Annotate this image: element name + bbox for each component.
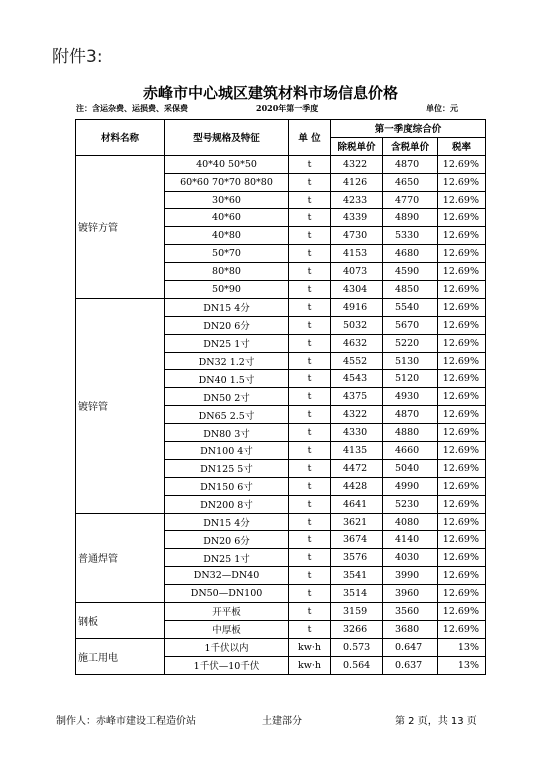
spec-cell: DN50 2寸: [165, 388, 289, 406]
ex-tax-cell: 4233: [331, 191, 383, 209]
unit-cell: kw·h: [289, 656, 331, 674]
attachment-label: 附件3:: [52, 47, 103, 67]
ex-tax-cell: 4153: [331, 245, 383, 263]
cost-note: 注：含运杂费、运损费、采保费: [76, 103, 188, 113]
spec-cell: DN65 2.5寸: [165, 406, 289, 424]
inc-tax-cell: 4590: [383, 263, 438, 281]
ex-tax-cell: 0.573: [331, 638, 383, 656]
spec-cell: DN25 1寸: [165, 549, 289, 567]
ex-tax-cell: 4304: [331, 281, 383, 299]
unit-cell: kw·h: [289, 638, 331, 656]
ex-tax-cell: 0.564: [331, 656, 383, 674]
table-row: [76, 155, 486, 173]
inc-tax-cell: 4660: [383, 442, 438, 460]
unit-cell: t: [289, 245, 331, 263]
inc-tax-cell: 5120: [383, 370, 438, 388]
spec-cell: DN125 5寸: [165, 459, 289, 477]
tax-rate-cell: 12.69%: [438, 298, 486, 316]
inc-tax-cell: 4990: [383, 477, 438, 495]
unit-cell: t: [289, 495, 331, 513]
spec-cell: 60*60 70*70 80*80: [165, 173, 289, 191]
spec-cell: 1千伏以内: [165, 638, 289, 656]
tax-rate-cell: 12.69%: [438, 531, 486, 549]
spec-cell: 40*60: [165, 209, 289, 227]
inc-tax-cell: 4140: [383, 531, 438, 549]
document-title: 赤峰市中心城区建筑材料市场信息价格: [142, 84, 398, 102]
tax-rate-cell: 13%: [438, 638, 486, 656]
unit-cell: t: [289, 549, 331, 567]
inc-tax-cell: 3680: [383, 620, 438, 638]
ex-tax-header: 除税单价: [331, 137, 383, 155]
inc-tax-cell: 4880: [383, 424, 438, 442]
inc-tax-header: 含税单价: [383, 137, 438, 155]
tax-rate-cell: 12.69%: [438, 245, 486, 263]
inc-tax-cell: 5540: [383, 298, 438, 316]
spec-cell: DN40 1.5寸: [165, 370, 289, 388]
currency-unit-label: 单位：元: [426, 103, 458, 113]
tax-rate-cell: 12.69%: [438, 513, 486, 531]
spec-cell: 50*90: [165, 281, 289, 299]
tax-rate-cell: 12.69%: [438, 263, 486, 281]
inc-tax-cell: 4650: [383, 173, 438, 191]
tax-rate-cell: 12.69%: [438, 567, 486, 585]
spec-cell: 30*60: [165, 191, 289, 209]
tax-rate-cell: 12.69%: [438, 227, 486, 245]
unit-cell: t: [289, 442, 331, 460]
tax-rate-cell: 12.69%: [438, 352, 486, 370]
spec-cell: 中厚板: [165, 620, 289, 638]
unit-cell: t: [289, 263, 331, 281]
footer-maker: 制作人：赤峰市建设工程造价站: [56, 716, 196, 727]
inc-tax-cell: 0.647: [383, 638, 438, 656]
spec-cell: 80*80: [165, 263, 289, 281]
unit-cell: t: [289, 531, 331, 549]
spec-cell: DN100 4寸: [165, 442, 289, 460]
ex-tax-cell: 4339: [331, 209, 383, 227]
tax-rate-cell: 12.69%: [438, 370, 486, 388]
inc-tax-cell: 4930: [383, 388, 438, 406]
ex-tax-cell: 3674: [331, 531, 383, 549]
inc-tax-cell: 3960: [383, 585, 438, 603]
price-table-header: [76, 120, 486, 156]
ex-tax-cell: 4543: [331, 370, 383, 388]
unit-header: 单 位: [289, 120, 331, 156]
inc-tax-cell: 4680: [383, 245, 438, 263]
unit-cell: t: [289, 459, 331, 477]
unit-cell: t: [289, 191, 331, 209]
spec-cell: DN15 4分: [165, 513, 289, 531]
tax-rate-cell: 12.69%: [438, 620, 486, 638]
unit-cell: t: [289, 334, 331, 352]
spec-cell: DN25 1寸: [165, 334, 289, 352]
ex-tax-cell: 3621: [331, 513, 383, 531]
unit-cell: t: [289, 298, 331, 316]
price-table: [75, 119, 486, 675]
spec-cell: 1千伏—10千伏: [165, 656, 289, 674]
table-row: [76, 513, 486, 531]
period-label: 2020年第一季度: [256, 103, 319, 113]
tax-rate-header: 税率: [438, 137, 486, 155]
unit-cell: t: [289, 603, 331, 621]
inc-tax-cell: 3990: [383, 567, 438, 585]
spec-cell: DN32 1.2寸: [165, 352, 289, 370]
tax-rate-cell: 12.69%: [438, 406, 486, 424]
inc-tax-cell: 5130: [383, 352, 438, 370]
unit-cell: t: [289, 620, 331, 638]
material-header: 材料名称: [76, 120, 165, 156]
tax-rate-cell: 12.69%: [438, 585, 486, 603]
unit-cell: t: [289, 173, 331, 191]
tax-rate-cell: 12.69%: [438, 477, 486, 495]
inc-tax-cell: 5670: [383, 316, 438, 334]
tax-rate-cell: 12.69%: [438, 155, 486, 173]
inc-tax-cell: 5220: [383, 334, 438, 352]
price-table-body: [76, 155, 486, 674]
spec-cell: 开平板: [165, 603, 289, 621]
spec-cell: DN80 3寸: [165, 424, 289, 442]
ex-tax-cell: 3514: [331, 585, 383, 603]
spec-cell: 40*80: [165, 227, 289, 245]
ex-tax-cell: 4135: [331, 442, 383, 460]
unit-cell: t: [289, 316, 331, 334]
table-row: [76, 638, 486, 656]
inc-tax-cell: 5040: [383, 459, 438, 477]
ex-tax-cell: 4428: [331, 477, 383, 495]
spec-cell: DN150 6寸: [165, 477, 289, 495]
unit-cell: t: [289, 281, 331, 299]
ex-tax-cell: 4073: [331, 263, 383, 281]
quarter-price-header: 第一季度综合价: [331, 120, 486, 138]
material-name-cell: 钢板: [76, 603, 165, 639]
inc-tax-cell: 4890: [383, 209, 438, 227]
ex-tax-cell: 4916: [331, 298, 383, 316]
material-name-cell: 普通焊管: [76, 513, 165, 602]
ex-tax-cell: 3576: [331, 549, 383, 567]
tax-rate-cell: 12.69%: [438, 334, 486, 352]
inc-tax-cell: 5230: [383, 495, 438, 513]
footer-page-number: 第 2 页，共 13 页: [395, 716, 477, 727]
unit-cell: t: [289, 585, 331, 603]
ex-tax-cell: 4330: [331, 424, 383, 442]
ex-tax-cell: 4322: [331, 155, 383, 173]
tax-rate-cell: 12.69%: [438, 603, 486, 621]
tax-rate-cell: 12.69%: [438, 388, 486, 406]
spec-cell: DN20 6分: [165, 531, 289, 549]
inc-tax-cell: 4030: [383, 549, 438, 567]
unit-cell: t: [289, 155, 331, 173]
material-name-cell: 施工用电: [76, 638, 165, 674]
subtitle-line: [76, 103, 460, 115]
spec-cell: 40*40 50*50: [165, 155, 289, 173]
ex-tax-cell: 4632: [331, 334, 383, 352]
ex-tax-cell: 4126: [331, 173, 383, 191]
unit-cell: t: [289, 370, 331, 388]
unit-cell: t: [289, 388, 331, 406]
ex-tax-cell: 3266: [331, 620, 383, 638]
spec-cell: 50*70: [165, 245, 289, 263]
unit-cell: t: [289, 406, 331, 424]
spec-cell: DN50—DN100: [165, 585, 289, 603]
inc-tax-cell: 3560: [383, 603, 438, 621]
material-name-cell: 镀锌方管: [76, 155, 165, 298]
tax-rate-cell: 12.69%: [438, 281, 486, 299]
unit-cell: t: [289, 209, 331, 227]
spec-cell: DN15 4分: [165, 298, 289, 316]
tax-rate-cell: 12.69%: [438, 209, 486, 227]
tax-rate-cell: 12.69%: [438, 442, 486, 460]
inc-tax-cell: 5330: [383, 227, 438, 245]
tax-rate-cell: 12.69%: [438, 549, 486, 567]
tax-rate-cell: 12.69%: [438, 459, 486, 477]
tax-rate-cell: 12.69%: [438, 424, 486, 442]
ex-tax-cell: 4552: [331, 352, 383, 370]
ex-tax-cell: 4375: [331, 388, 383, 406]
footer-section: 土建部分: [262, 716, 302, 727]
unit-cell: t: [289, 352, 331, 370]
tax-rate-cell: 12.69%: [438, 495, 486, 513]
inc-tax-cell: 4770: [383, 191, 438, 209]
spec-cell: DN200 8寸: [165, 495, 289, 513]
unit-cell: t: [289, 227, 331, 245]
spec-cell: DN32—DN40: [165, 567, 289, 585]
unit-cell: t: [289, 477, 331, 495]
ex-tax-cell: 4472: [331, 459, 383, 477]
spec-cell: DN20 6分: [165, 316, 289, 334]
unit-cell: t: [289, 513, 331, 531]
inc-tax-cell: 4850: [383, 281, 438, 299]
ex-tax-cell: 3159: [331, 603, 383, 621]
ex-tax-cell: 3541: [331, 567, 383, 585]
ex-tax-cell: 4322: [331, 406, 383, 424]
table-row: [76, 603, 486, 621]
ex-tax-cell: 5032: [331, 316, 383, 334]
inc-tax-cell: 4870: [383, 406, 438, 424]
inc-tax-cell: 0.637: [383, 656, 438, 674]
inc-tax-cell: 4870: [383, 155, 438, 173]
ex-tax-cell: 4730: [331, 227, 383, 245]
tax-rate-cell: 13%: [438, 656, 486, 674]
table-row: [76, 298, 486, 316]
tax-rate-cell: 12.69%: [438, 173, 486, 191]
ex-tax-cell: 4641: [331, 495, 383, 513]
tax-rate-cell: 12.69%: [438, 316, 486, 334]
material-name-cell: 镀锌管: [76, 298, 165, 513]
spec-header: 型号规格及特征: [165, 120, 289, 156]
unit-cell: t: [289, 424, 331, 442]
unit-cell: t: [289, 567, 331, 585]
inc-tax-cell: 4080: [383, 513, 438, 531]
tax-rate-cell: 12.69%: [438, 191, 486, 209]
